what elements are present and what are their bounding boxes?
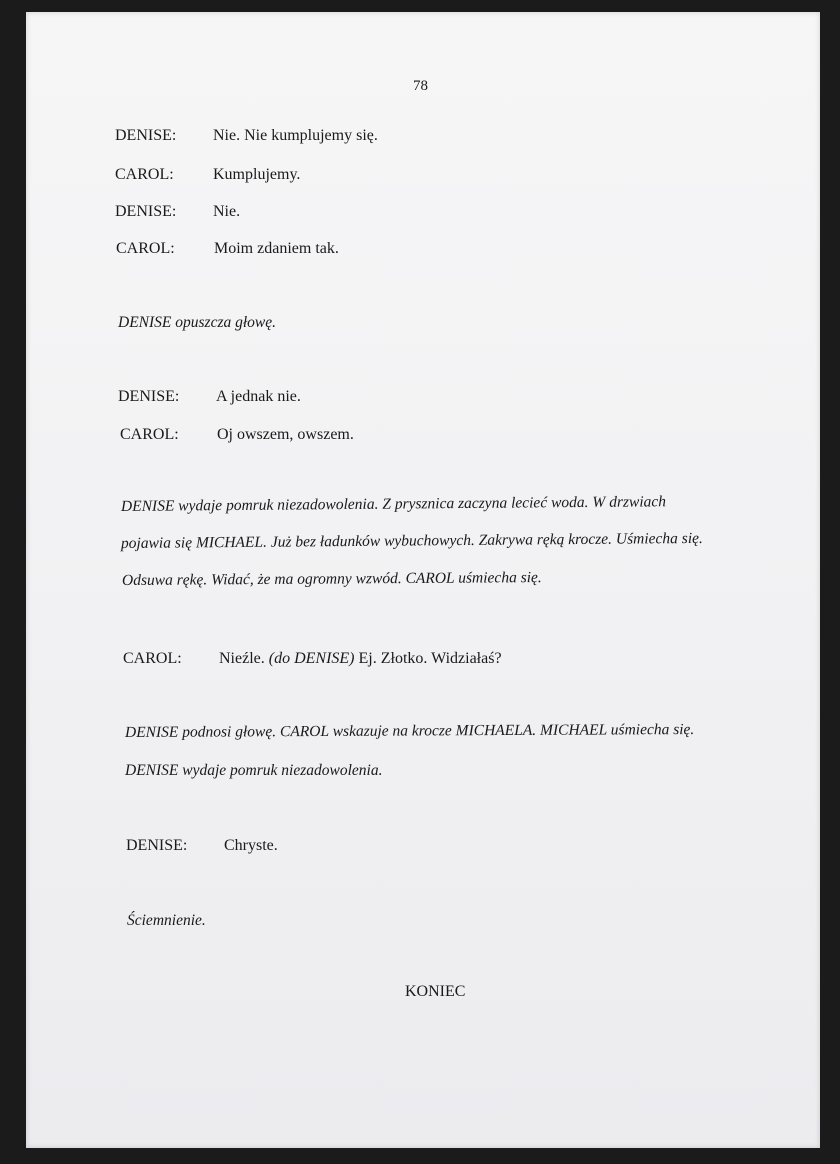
- dialogue-text: Kumplujemy.: [213, 166, 301, 183]
- dialogue-text: Chryste.: [224, 837, 278, 854]
- stage-direction: Odsuwa rękę. Widać, że ma ogromny wzwód. CAROL uśmiecha się.: [121, 569, 542, 589]
- stage-direction: DENISE wydaje pomruk niezadowolenia. Z prysznica zaczyna lecieć woda. W drzwiach: [120, 493, 667, 515]
- speaker-name: DENISE:: [118, 388, 180, 405]
- speaker-name: DENISE:: [115, 203, 177, 220]
- dialogue-text: Nie. Nie kumplujemy się.: [213, 127, 378, 144]
- dialogue-text: A jednak nie.: [216, 388, 301, 405]
- speaker-name: DENISE:: [115, 127, 177, 144]
- dialogue-text: Oj owszem, owszem.: [217, 426, 354, 443]
- dialogue-text: Nieźle.: [219, 650, 265, 667]
- dialogue-text: Ej. Złotko. Widziałaś?: [358, 650, 502, 667]
- stage-direction: DENISE podnosi głowę. CAROL wskazuje na krocze MICHAELA. MICHAEL uśmiecha się.: [124, 721, 695, 741]
- dialogue-text: Nie.: [213, 203, 241, 220]
- ending-text: KONIEC: [405, 983, 466, 1000]
- speaker-name: CAROL:: [115, 166, 174, 183]
- speaker-name: CAROL:: [123, 650, 182, 667]
- stage-direction: pojawia się MICHAEL. Już bez ładunków wybuchowych. Zakrywa ręką krocze. Uśmiecha się.: [120, 529, 703, 552]
- speaker-name: CAROL:: [120, 426, 179, 443]
- speaker-name: DENISE:: [126, 837, 188, 854]
- speaker-name: CAROL:: [116, 240, 175, 257]
- stage-direction: DENISE wydaje pomruk niezadowolenia.: [125, 762, 383, 779]
- dialogue-text: Moim zdaniem tak.: [214, 240, 339, 257]
- stage-direction: DENISE opuszcza głowę.: [118, 314, 277, 331]
- page-number: 78: [413, 78, 428, 94]
- stage-direction-inline: (do DENISE): [268, 650, 355, 667]
- stage-direction: Ściemnienie.: [127, 912, 206, 929]
